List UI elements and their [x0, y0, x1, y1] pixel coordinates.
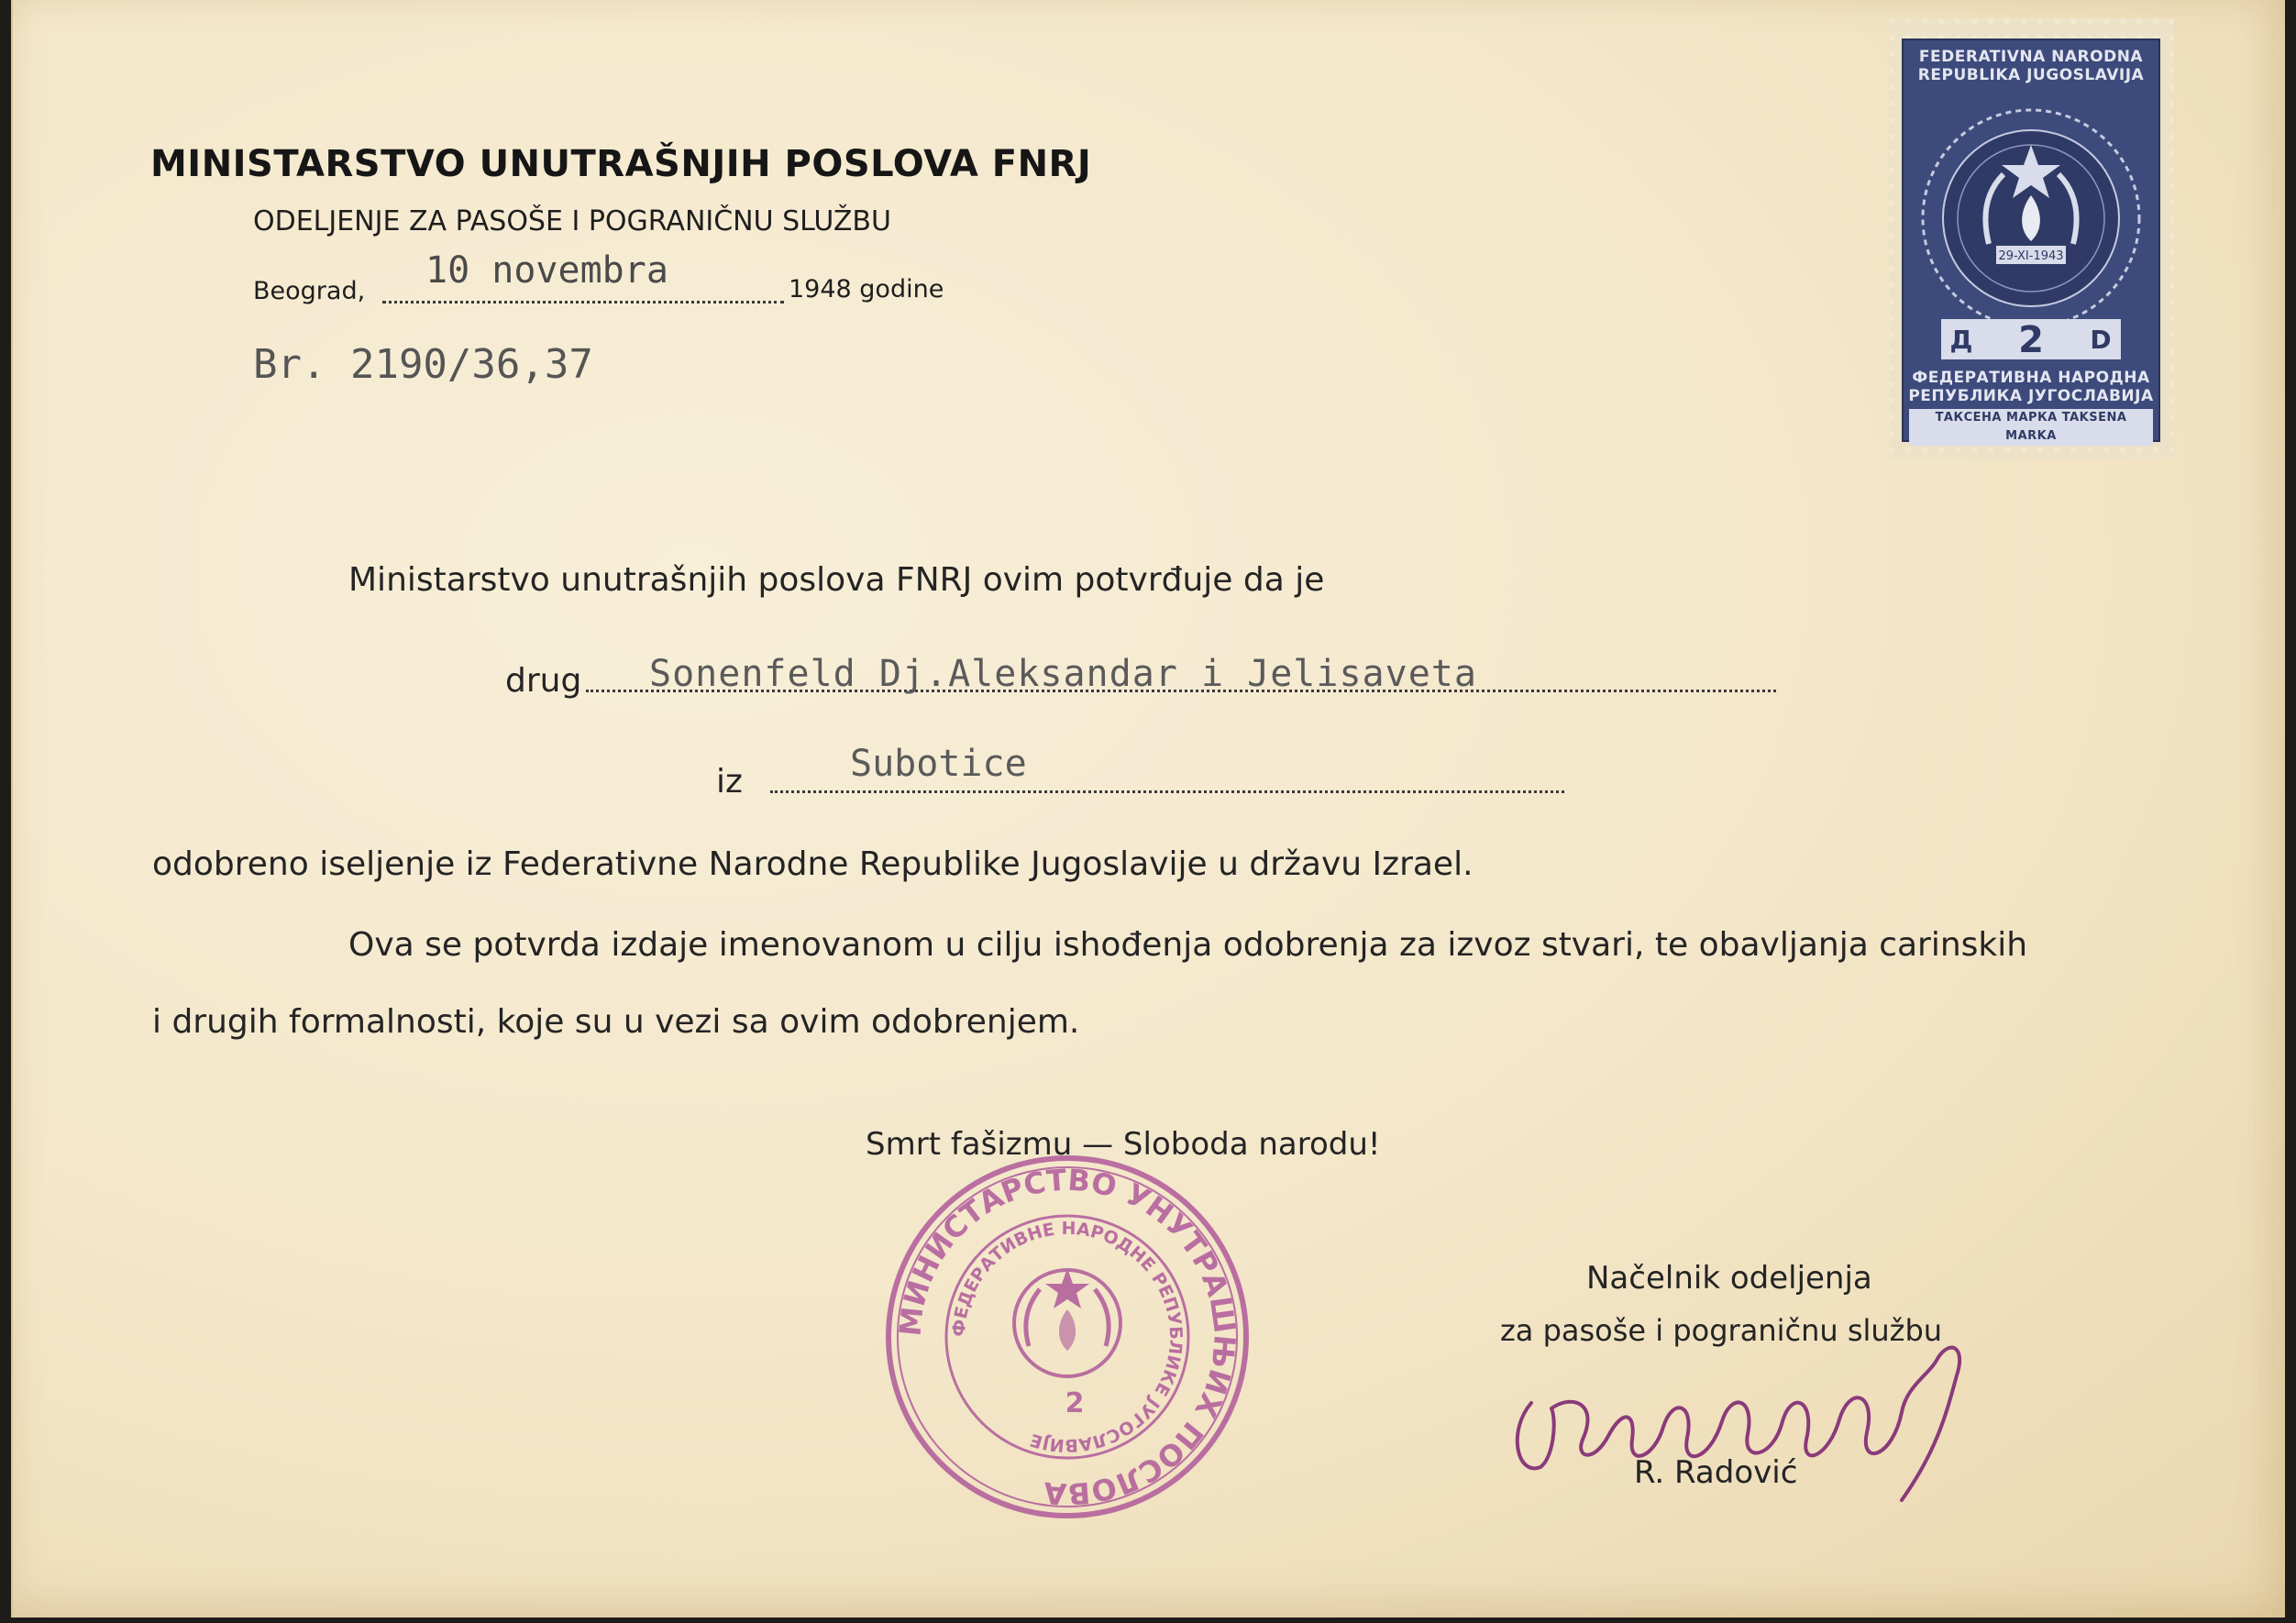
stamp-bottom-line-2: РЕПУБЛИКА ЈУГОСЛАВИЈА [1908, 387, 2154, 405]
purpose-line-2: i drugih formalnosti, koje su u vezi sa ovim odobrenjem. [152, 1003, 1080, 1041]
svg-text:D: D [2090, 325, 2112, 355]
official-seal [875, 1144, 1260, 1529]
intro-text: Ministarstvo unutrašnjih poslova FNRJ ovim potvrđuje da je [348, 561, 1325, 599]
svg-text:2: 2 [2018, 319, 2044, 361]
department-heading: ODELJENJE ZA PASOŠE I POGRANIČNU SLUŽBU [253, 205, 891, 237]
stamp-top-line-2: REPUBLIKA JUGOSLAVIJA [1917, 66, 2145, 84]
stamp-emblem-icon [1904, 90, 2158, 365]
svg-text:Д: Д [1949, 325, 1973, 355]
signatory-title-line-1: Načelnik odeljenja [1586, 1260, 1872, 1297]
city-line [770, 790, 1564, 793]
city-label: Beograd, [253, 277, 366, 305]
stamp-bottom-line-1: ФЕДЕРАТИВНА НАРОДНА [1912, 369, 2150, 387]
drug-label: drug [505, 662, 582, 700]
signatory-title-line-2: za pasoše i pograničnu službu [1500, 1313, 1943, 1348]
slogan: Smrt fašizmu — Sloboda narodu! [866, 1126, 1381, 1163]
date-line [382, 301, 784, 304]
stamp-bottom-line-3: ТАКСЕНА МАРКА TAKSENA MARKA [1909, 409, 2153, 446]
issue-date: 10 novembra [425, 249, 668, 292]
iz-label: iz [716, 763, 743, 800]
year-label: 1948 godine [789, 275, 944, 304]
signatory-name: R. Radović [1634, 1454, 1798, 1491]
svg-text:ФЕДЕРАТИВНЕ НАРОДНЕ РЕПУБЛИКЕ: ФЕДЕРАТИВНЕ НАРОДНЕ РЕПУБЛИКЕ ЈУГОСЛАВИЈЕ [948, 1218, 1187, 1456]
tax-stamp-face [1902, 39, 2160, 442]
person-name: Sonenfeld Dj.Aleksandar i Jelisaveta [649, 653, 1477, 695]
stamp-top-line-1: FEDERATIVNA NARODNA [1918, 48, 2144, 66]
origin-city: Subotice [850, 743, 1027, 785]
seal-emblem-icon [1014, 1268, 1120, 1376]
handwritten-signature [1498, 1320, 2012, 1522]
document-page [11, 0, 2285, 1617]
tax-stamp [1889, 18, 2173, 458]
purpose-line-1: Ova se potvrda izdaje imenovanom u cilju ishođenja odobrenja za izvoz stvari, te obavljanja carinskih [348, 926, 2028, 964]
svg-text:29-XI-1943: 29-XI-1943 [1998, 249, 2064, 263]
approval-text: odobreno iseljenje iz Federativne Narodne Republike Jugoslavije u državu Izrael. [152, 845, 1474, 883]
reference-number: Br. 2190/36,37 [253, 341, 593, 388]
svg-text:МИНИСТАРСТВО УНУТРАШЊИХ ПОСЛОВ: МИНИСТАРСТВО УНУТРАШЊИХ ПОСЛОВА [892, 1162, 1242, 1512]
ministry-heading: MINISTARSTVO UNUTRAŠNJIH POSLOVA FNRJ [150, 143, 1092, 185]
svg-text:2: 2 [1065, 1387, 1085, 1419]
